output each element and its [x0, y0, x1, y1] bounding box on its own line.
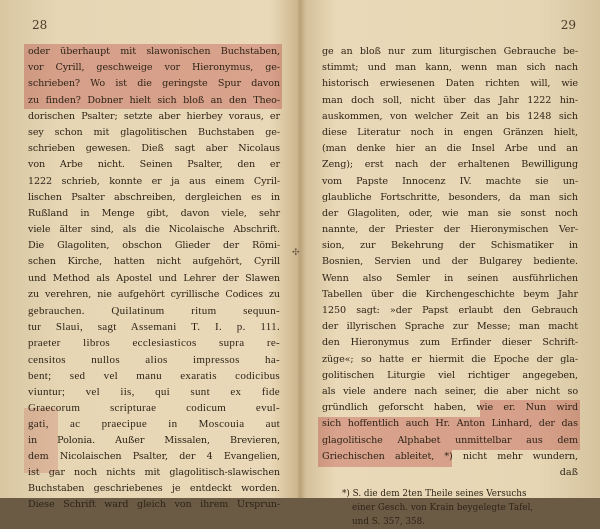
text-line: 1222 schrieb, konnte er ja aus einem Cyril-	[28, 175, 280, 187]
text-line: lischen Psalter abschreiben, dergleichen es in	[28, 191, 280, 203]
left-page-text	[28, 44, 280, 513]
text-line: Wenn also Semler in seinen ausführlichen	[322, 272, 578, 284]
footnote-line: *) S. die dem 2ten Theile seines Versuchs	[342, 489, 527, 500]
text-line: und Method als Apostel und Lehrer der Slawen	[28, 272, 280, 284]
text-line: glaubliche Fortschritte, besonders, da man sich	[322, 191, 578, 203]
text-line: züge«; so hatte er hiermit die Epoche der gla-	[322, 353, 578, 365]
text-line: schrieben gewesen. Dieß sagt aber Nicolaus	[28, 143, 280, 155]
text-line: oder überhaupt mit slawonischen Buchstaben,	[28, 46, 280, 57]
text-line: Rußland in Menge gibt, davon viele, sehr	[28, 207, 280, 219]
text-line: schen Kirche, hatten nicht aufgehört, Cyrill	[28, 256, 280, 268]
text-line: zu verehren, nie aufgehört cyrillische Codices zu	[28, 288, 280, 300]
footnote-line: und S. 357, 358.	[352, 517, 426, 528]
text-line: der illyrischen Sprache zur Messe; man macht	[322, 321, 578, 333]
text-line: dorischen Psalter; setzte aber hierbey voraus, er	[28, 110, 280, 122]
right-catchword: daß	[559, 467, 578, 479]
text-line: diese Literatur noch in engen Gränzen hielt,	[322, 126, 578, 138]
text-line: viele älter sind, als die Nicolaische Abschrift.	[28, 224, 280, 236]
right-page-text	[322, 44, 578, 433]
text-line: Tabellen über die Kirchengeschichte beym Jahr	[322, 288, 578, 300]
text-line: glagolitische Alphabet unmittelbar aus dem	[322, 434, 578, 446]
gutter-crosshair-icon: ✣	[292, 248, 300, 258]
text-line: vor Cyrill, geschweige vor Hieronymus, ge-	[28, 62, 280, 74]
footnote	[342, 487, 582, 529]
text-line: den Hieronymus zum Erfinder dieser Schrift-	[322, 337, 578, 349]
text-line: 1250 sagt: »der Papst erlaubt den Gebrauch	[322, 305, 578, 316]
text-line: schrieben? Wo ist die geringste Spur davon	[28, 78, 280, 90]
text-line: gründlich geforscht haben, wie er. Nun wird	[322, 402, 578, 414]
text-line: zu finden? Dobner hielt sich bloß an den Theo-	[28, 94, 280, 106]
text-line: vom Papste Innocenz IV. machte sie un-	[322, 175, 578, 187]
text-line: von Arbe nicht. Seinen Psalter, den er	[28, 159, 280, 171]
text-line: sion, zur Bekehrung der Schismatiker in	[322, 240, 578, 252]
text-line-latin: gebrauchen. Quilatinum ritum sequun-	[28, 305, 280, 317]
right-page	[302, 0, 600, 528]
text-line: nannte, der Priester der Hieronymischen Ver-	[322, 224, 578, 236]
text-line: Zeng); erst nach der erhaltenen Bewilligung	[322, 159, 578, 171]
text-line: der Glagoliten, oder, wie man sie sonst noch	[322, 207, 578, 219]
text-line-latin: bent; sed vel manu exaratis codicibus	[28, 369, 280, 382]
left-page	[0, 0, 298, 511]
text-line: sey schon mit glagolitischen Buchstaben ge-	[28, 126, 280, 138]
text-line: sich hoffentlich auch Hr. Anton Linhard, der das	[322, 418, 578, 430]
text-line: Die Glagoliten, obschon Glieder der Römi-	[28, 240, 280, 252]
text-line-latin: viuntur; vel iis, qui sunt ex fide	[28, 385, 280, 398]
text-line: Buchstaben geschriebenes je entdeckt worden.	[28, 483, 280, 495]
text-line-latin: censitos nullos alios impressos ha-	[28, 353, 280, 366]
right-page-text-tail	[322, 433, 578, 465]
text-line: ist gar noch nichts mit glagolitisch-slawischen	[28, 466, 280, 478]
text-line: Griechischen ableitet, *) nicht mehr wundern,	[322, 450, 578, 462]
text-line: in Polonia. Außer Missalen, Brevieren,	[28, 434, 280, 446]
text-line: historisch erwiesenen Daten richten will, wie	[322, 78, 578, 90]
text-line: (man denke hier an die Insel Arbe und an	[322, 143, 578, 155]
text-line: Bosnien, Servien und der Bulgarey bediente.	[322, 256, 578, 268]
text-line: auskommen, von welcher Zeit an bis 1248 sich	[322, 110, 578, 122]
left-page-number: 28	[32, 18, 48, 32]
text-line: ge an bloß nur zum liturgischen Gebrauche be-	[322, 46, 578, 57]
text-line: golitischen Liturgie viel richtiger angegeben,	[322, 369, 578, 381]
text-line-latin: gati, ac praecipue in Moscouia aut	[28, 418, 280, 431]
text-line: man doch soll, nicht über das Jahr 1222 hin-	[322, 94, 578, 106]
text-line: dem Nicolaischen Psalter, der 4 Evangelien,	[28, 450, 280, 462]
text-line-latin: Graecorum scripturae codicum evul-	[28, 402, 280, 415]
text-line-latin: praeter libros ecclesiasticos supra re-	[28, 337, 280, 350]
right-page-number: 29	[560, 18, 576, 32]
text-line-latin: tur Slaui, sagt Assemani T. I. p. 111.	[28, 321, 280, 334]
text-line: Diese Schrift ward gleich von ihrem Ursprun-	[28, 499, 280, 511]
text-line: stimmt; und man kann, wenn man sich nach	[322, 62, 578, 74]
footnote-line: einer Gesch. von Krain beygelegte Tafel,	[352, 503, 534, 514]
text-line: als viele andere nach seiner, die aber nicht so	[322, 385, 578, 397]
